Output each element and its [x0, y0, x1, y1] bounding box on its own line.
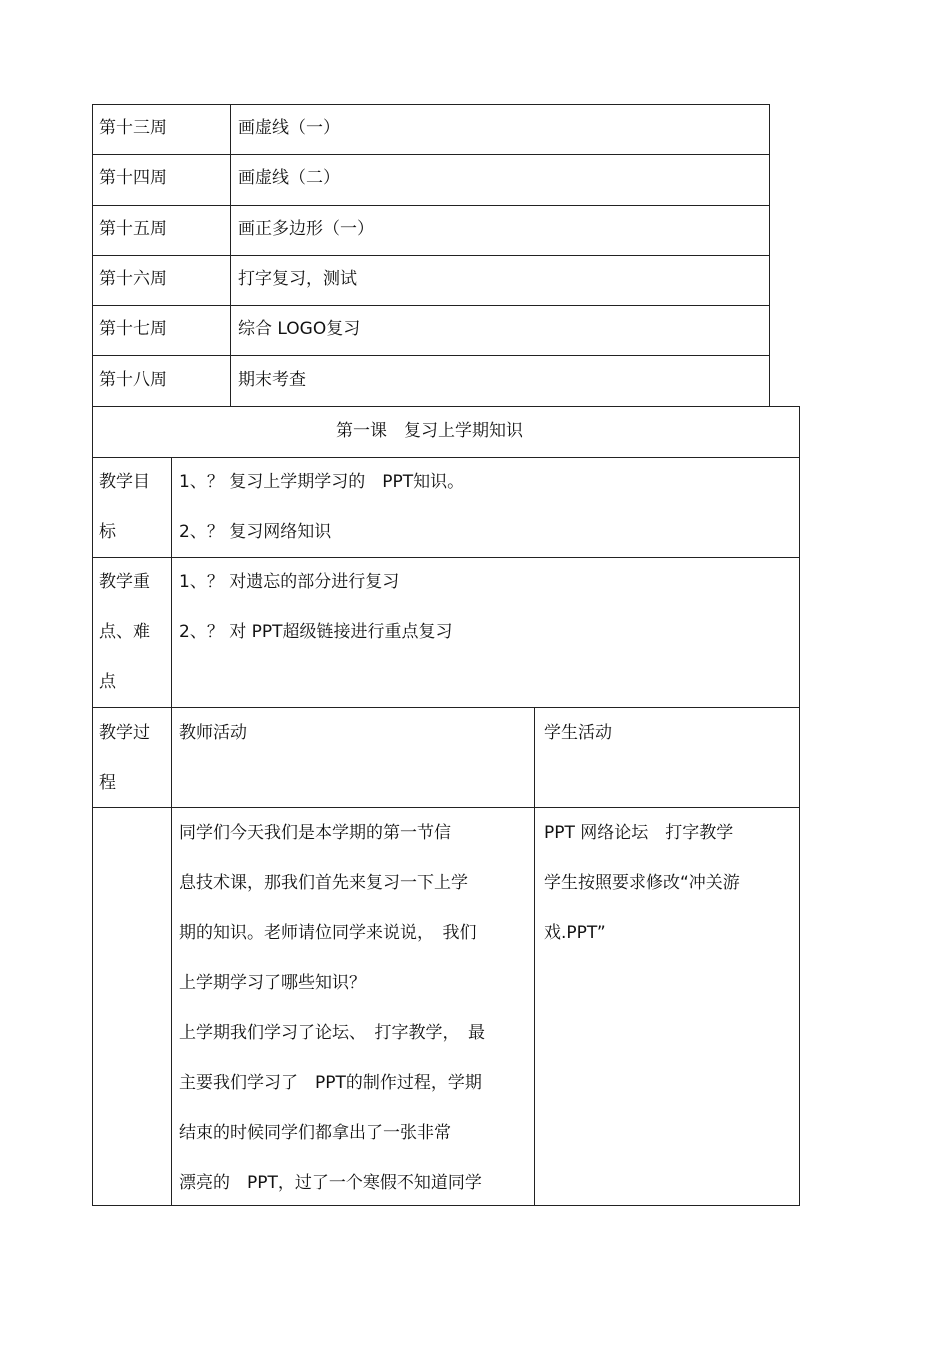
process-label: 程: [99, 773, 116, 793]
schedule-week: 第十三周: [99, 118, 167, 138]
schedule-topic: 打字复习，测试: [238, 269, 357, 289]
student-header: 学生活动: [544, 723, 612, 743]
teacher-line: 结束的时候同学们都拿出了一张非常: [179, 1123, 451, 1143]
teacher-line: 上学期学习了哪些知识？: [179, 973, 366, 993]
student-line: 学生按照要求修改“冲关游: [544, 873, 740, 893]
teacher-line: 息技术课，那我们首先来复习一下上学: [179, 873, 468, 893]
process-label: 教学过: [99, 723, 150, 743]
teacher-line: 上学期我们学习了论坛、 打字教学， 最: [179, 1023, 485, 1043]
student-line: 戏.PPT”: [544, 923, 606, 943]
key-label: 点、难: [99, 622, 150, 642]
schedule-topic: 画正多边形（一）: [238, 219, 374, 239]
key-label: 点: [99, 672, 116, 692]
teacher-content-cell: [171, 807, 535, 1206]
schedule-topic: 画虚线（二）: [238, 168, 340, 188]
teacher-header: 教师活动: [179, 723, 247, 743]
schedule-topic: 综合 LOGO复习: [238, 319, 361, 339]
schedule-week: 第十七周: [99, 319, 167, 339]
teacher-line: 期的知识。老师请位同学来说说， 我们: [179, 923, 477, 943]
goal-item: 1、？ 复习上学期学习的 PPT知识。: [179, 472, 465, 492]
schedule-topic: 画虚线（一）: [238, 118, 340, 138]
teacher-line: 同学们今天我们是本学期的第一节信: [179, 823, 451, 843]
goal-item: 2、？ 复习网络知识: [179, 522, 332, 542]
process-empty-cell: [92, 807, 172, 1206]
schedule-topic: 期末考查: [238, 370, 306, 390]
goals-label: 教学目: [99, 472, 150, 492]
student-line: PPT 网络论坛 打字教学: [544, 823, 734, 843]
schedule-week: 第十六周: [99, 269, 167, 289]
schedule-week: 第十四周: [99, 168, 167, 188]
key-point-item: 2、？ 对 PPT超级链接进行重点复习: [179, 622, 453, 642]
lesson-title: 第一课 复习上学期知识: [336, 421, 523, 441]
key-point-item: 1、？ 对遗忘的部分进行复习: [179, 572, 400, 592]
teacher-line: 漂亮的 PPT，过了一个寒假不知道同学: [179, 1173, 482, 1193]
goals-label: 标: [99, 522, 116, 542]
teacher-line: 主要我们学习了 PPT的制作过程，学期: [179, 1073, 482, 1093]
schedule-week: 第十五周: [99, 219, 167, 239]
student-content-cell: [534, 807, 800, 1206]
key-label: 教学重: [99, 572, 150, 592]
schedule-week: 第十八周: [99, 370, 167, 390]
schedule-topic-cell: [230, 355, 770, 407]
